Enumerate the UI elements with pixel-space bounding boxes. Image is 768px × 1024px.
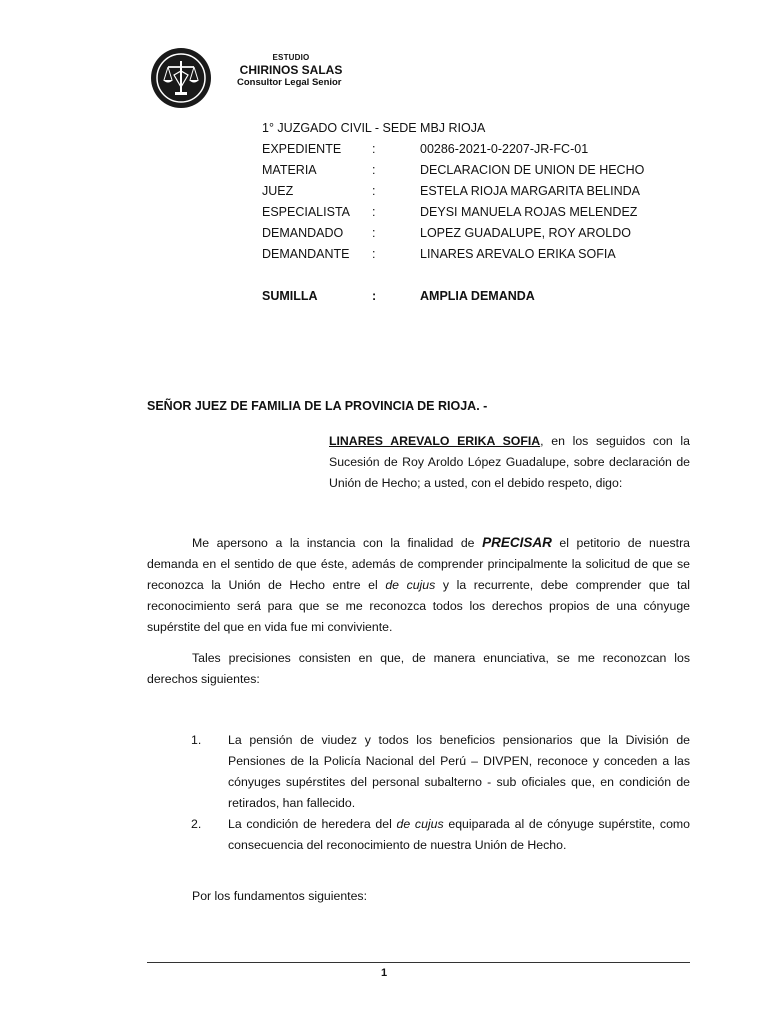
paragraph-precisar	[147, 532, 690, 638]
case-header-colon: :	[372, 247, 376, 261]
case-header-colon: :	[372, 205, 376, 219]
page-number: 1	[380, 967, 388, 979]
case-header-colon: :	[372, 163, 376, 177]
case-header-key: 1° JUZGADO CIVIL - SEDE MBJ RIOJA	[262, 121, 486, 135]
sumilla-value: AMPLIA DEMANDA	[420, 289, 535, 303]
paragraph-text: Tales precisiones consisten en que, de manera enunciativa, se me reconozcan los derechos siguientes:	[147, 651, 690, 686]
list-item-text: La pensión de viudez y todos los beneficios pensionarios que la División de Pensiones de la Policía Nacional del Perú – DIVPEN, reconoce y conceden a las cónyuges supérstites del personal subalterno - sub oficiales que, en condición de retirados, han fallecido.	[228, 733, 690, 810]
paragraph-precisiones	[147, 648, 690, 690]
list-item-number: 1.	[191, 733, 202, 747]
letterhead-tagline: Consultor Legal Senior	[237, 77, 342, 88]
list-item	[191, 814, 690, 856]
de-cujus-italic: de cujus	[385, 578, 436, 592]
paragraph-text: y la recurrente, debe comprender que tal reconocimiento será para que se me reconozca todos los derechos propios de una cónyuge supérstite del que en vida fue mi conviviente.	[147, 578, 690, 634]
plaintiff-name: LINARES AREVALO ERIKA SOFIA	[329, 434, 541, 448]
list-item-text: La condición de heredera del	[228, 817, 397, 831]
footer-divider	[147, 962, 690, 963]
case-header-colon: :	[372, 226, 376, 240]
list-item-text: equiparada al de cónyuge supérstite, como consecuencia del reconocimiento de nuestra Unión de Hecho.	[228, 817, 691, 852]
case-header-value: 00286-2021-0-2207-JR-FC-01	[420, 142, 589, 156]
case-header-key: DEMANDADO	[262, 226, 344, 240]
paragraph-fundamentos	[147, 886, 690, 907]
case-header-key: EXPEDIENTE	[262, 142, 342, 156]
case-header-value: LINARES AREVALO ERIKA SOFIA	[420, 247, 616, 261]
case-header-key: DEMANDANTE	[262, 247, 350, 261]
case-header-key: JUEZ	[262, 184, 294, 198]
paragraph-text: el petitorio de nuestra demanda en el sentido de que éste, además de comprender principalmente la solicitud de que se reconozca la Unión de Hecho entre el	[147, 536, 691, 592]
list-item	[191, 730, 690, 814]
letterhead-line-1: ESTUDIO	[272, 53, 310, 62]
scales-of-justice-logo-icon	[150, 47, 212, 109]
rights-list	[191, 730, 690, 856]
case-header-colon: :	[372, 184, 376, 198]
sumilla-key: SUMILLA	[262, 289, 318, 303]
intro-text: , en los seguidos con la Sucesión de Roy Aroldo López Guadalupe, sobre declaración de Unión de Hecho; a usted, con el debido respeto, digo:	[329, 434, 690, 490]
paragraph-text: Me apersono a la instancia con la finalidad de	[192, 536, 483, 550]
letterhead-firm-name: CHIRINOS SALAS	[239, 63, 343, 77]
sumilla-colon: :	[372, 289, 377, 303]
case-header-colon: :	[372, 142, 376, 156]
case-header-value: DECLARACION DE UNION DE HECHO	[420, 163, 645, 177]
case-header-value: LOPEZ GUADALUPE, ROY AROLDO	[420, 226, 631, 240]
addressee-heading: SEÑOR JUEZ DE FAMILIA DE LA PROVINCIA DE RIOJA. -	[147, 399, 488, 413]
case-header-value: DEYSI MANUELA ROJAS MELENDEZ	[420, 205, 638, 219]
precisar-emphasis: PRECISAR	[482, 535, 552, 550]
paragraph-text: Por los fundamentos siguientes:	[192, 889, 367, 903]
intro-paragraph	[329, 431, 690, 494]
de-cujus-italic: de cujus	[396, 817, 444, 831]
case-header-key: ESPECIALISTA	[262, 205, 350, 219]
list-item-number: 2.	[191, 817, 202, 831]
case-header-value: ESTELA RIOJA MARGARITA BELINDA	[420, 184, 640, 198]
letterhead	[236, 54, 346, 88]
case-header-key: MATERIA	[262, 163, 317, 177]
